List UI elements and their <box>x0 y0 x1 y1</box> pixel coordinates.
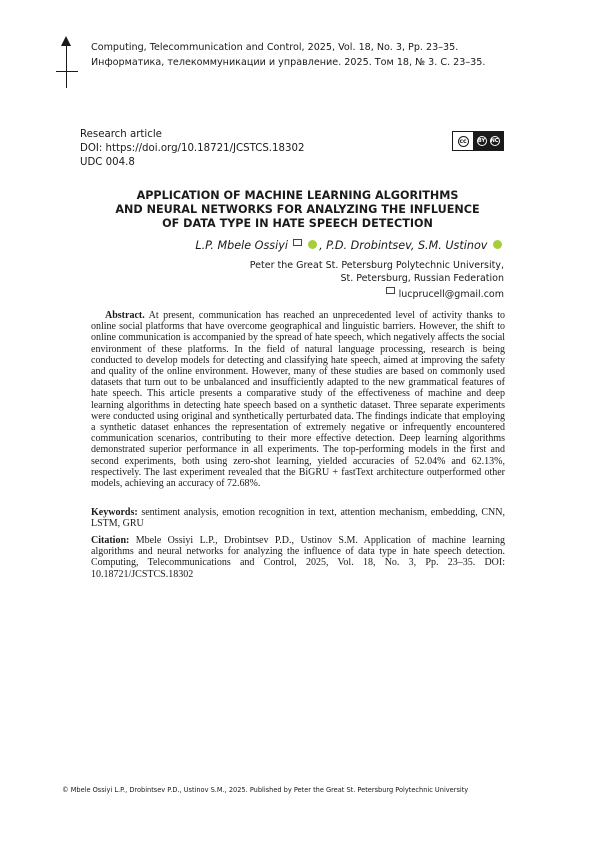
journal-line-ru: Информатика, телекоммуникации и управление. 2025. Том 18, № 3. С. 23–35. <box>91 57 486 68</box>
email-address[interactable]: lucprucell@gmail.com <box>398 289 504 300</box>
keywords <box>91 507 505 529</box>
article-title-line-3: OF DATA TYPE IN HATE SPEECH DETECTION <box>162 217 433 230</box>
udc-code: UDC 004.8 <box>80 157 135 168</box>
citation-text: Mbele Ossiyi L.P., Drobintsev P.D., Ustinov S.M. Application of machine learning algorithms and neural networks for analyzing the influence of data type in hate speech detection. Computing, Telecommunications and Control, 2025, Vol. 18, No. 3, Pp. 23–35. DOI: 10.18721/JCSTCS.18302 <box>91 535 505 580</box>
copyright-footer: © Mbele Ossiyi L.P., Drobintsev P.D., Ustinov S.M., 2025. Published by Peter the Great St. Petersburg Polytechnic University <box>62 786 469 794</box>
affiliation-line-2: St. Petersburg, Russian Federation <box>340 273 504 284</box>
citation-label: Citation: <box>91 535 130 546</box>
keywords-label: Keywords: <box>91 507 138 518</box>
article-title-line-1: APPLICATION OF MACHINE LEARNING ALGORITHMS <box>136 189 459 202</box>
header-horizontal-rule <box>56 71 78 72</box>
email-envelope-icon <box>293 239 302 246</box>
abstract <box>91 310 505 489</box>
citation <box>91 535 505 580</box>
journal-line-en: Computing, Telecommunication and Control, 2025, Vol. 18, No. 3, Pp. 23–35. <box>91 42 459 53</box>
corresponding-email <box>300 287 504 300</box>
noncommercial-icon: NC <box>490 138 499 144</box>
header-vertical-rule <box>66 40 67 88</box>
orcid-icon[interactable] <box>308 240 317 249</box>
abstract-label: Abstract. <box>105 310 145 321</box>
affiliation-line-1: Peter the Great St. Petersburg Polytechnic University, <box>249 260 504 271</box>
article-title-line-2: AND NEURAL NETWORKS FOR ANALYZING THE INFLUENCE <box>115 203 480 216</box>
keywords-text: sentiment analysis, emotion recognition in text, attention mechanism, embedding, CNN, LSTM, GRU <box>91 507 505 530</box>
author-1: L.P. Mbele Ossiyi <box>195 239 288 252</box>
cc-license-badge[interactable] <box>452 131 504 151</box>
email-envelope-icon <box>386 287 395 294</box>
orcid-icon[interactable] <box>493 240 502 249</box>
authors <box>150 239 504 252</box>
doi-link[interactable]: DOI: https://doi.org/10.18721/JCSTCS.18302 <box>80 143 305 154</box>
abstract-text: At present, communication has reached an unprecedented level of activity thanks to online social platforms that have overcome geographical and linguistic barriers. However, the shift to online communication is accompanied by the spread of hate speech, which negatively affects the social environment of these platforms. In the field of natural language processing, research is being conducted to develop models for detecting and classifying hate speech, aimed at improving the safety and quality of the online environment. However, many of these studies are based on commonly used datasets that turn out to be unbalanced and insufficiently adapted to the new grammatical features of hate speech. This article presents a comparative study of the effectiveness of machine and deep learning algorithms in detecting hate speech based on a synthetic dataset. Three separate experiments were conducted using original and synthetically perturbated data. The findings indicate that employing a synthetic dataset enhances the representation of extremely negative or infrequently encountered communication scenarios, contributing to their more effective detection. Deep learning algorithms demonstrated superior performance in all experiments. The top-performing models in the first and second experiments, both using zero-shot learning, yielded accuracies of 52.04% and 62.13%, respectively. The last experiment revealed that the BiGRU + fastText architecture outperformed other models, achieving an accuracy of 72.68%. <box>91 310 505 490</box>
by-attribution-icon: BY <box>477 138 486 144</box>
author-others: , P.D. Drobintsev, S.M. Ustinov <box>319 239 488 252</box>
cc-icon: cc <box>459 137 467 145</box>
article-type: Research article <box>80 129 162 140</box>
